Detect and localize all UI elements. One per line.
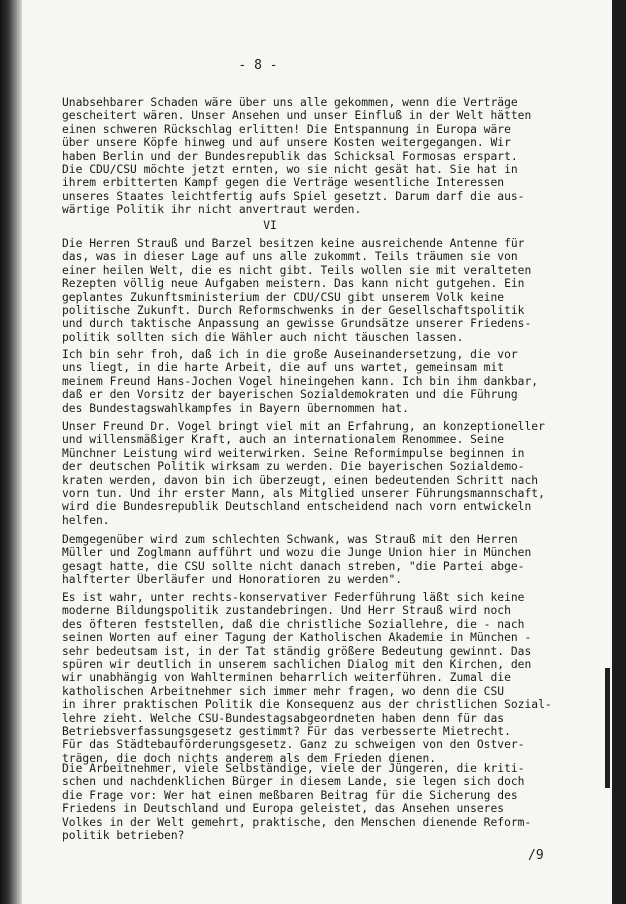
scan-border <box>612 0 626 904</box>
text-line: einer heilen Welt, die es nicht gibt. Teils wollen sie mit veralteten <box>62 263 532 277</box>
text-line: über unsere Köpfe hinweg und auf unsere Kosten weitergegangen. Wir <box>62 136 511 150</box>
text-line: helfen. <box>62 513 110 527</box>
text-line: Unser Freund Dr. Vogel bringt viel mit an Erfahrung, an konzeptioneller <box>62 420 545 433</box>
text-line: in ihrer praktischen Politik die Konsequenz aus der christlichen Sozial- <box>62 698 552 712</box>
text-line: moderne Bildungspolitik zustandebringen. Und Herr Strauß wird noch <box>62 604 511 618</box>
text-line: spüren wir deutlich in unserem sachlichen Dialog mit den Kirchen, den <box>62 658 532 672</box>
text-line: gescheitert wären. Unser Ansehen und unser Einfluß in der Welt hätten <box>62 109 532 123</box>
paragraph-6 <box>62 591 576 765</box>
text-line: trägen, die doch nichts anderem als dem Frieden dienen. <box>62 751 437 765</box>
page-number: - 8 - <box>238 58 278 73</box>
text-line: Es ist wahr, unter rechts-konservativer Federführung läßt sich keine <box>62 591 525 604</box>
text-line: einen schweren Rückschlag erlitten! Die Entspannung in Europa wäre <box>62 122 511 136</box>
text-line: Betriebsverfassungsgesetz gestimmt? Für das verbesserte Mietrecht. <box>62 725 511 739</box>
text-line: geplantes Zukunftsministerium der CDU/CSU gibt unserem Volk keine <box>62 290 505 304</box>
text-line: unseres Staates leichtfertig aufs Spiel gesetzt. Darum darf die aus- <box>62 189 525 203</box>
paragraph-2 <box>62 237 576 344</box>
paragraph-3 <box>62 348 576 415</box>
text-line: kraten werden, davon bin ich überzeugt, einen bedeutenden Schritt nach <box>62 473 539 487</box>
text-line: vorn tun. Und ihr erster Mann, als Mitglied unserer Führungsmannschaft, <box>62 487 545 501</box>
margin-mark <box>605 668 610 788</box>
text-line: katholischen Arbeitnehmer sich immer mehr fragen, wo denn die CSU <box>62 684 505 698</box>
text-line: politik betrieben? <box>62 829 185 843</box>
paragraph-4 <box>62 420 576 527</box>
text-line: wird die Bundesrepublik Deutschland entscheidend nach vorn entwickeln <box>62 500 532 514</box>
text-line: des öfteren feststellen, daß die christliche Soziallehre, die - nach <box>62 617 525 631</box>
text-line: des Bundestagswahlkampfes in Bayern übernommen hat. <box>62 401 409 415</box>
text-line: Für das Städtebauförderungsgesetz. Ganz zu schweigen von den Ostver- <box>62 738 525 752</box>
text-line: lehre zieht. Welche CSU-Bundestagsabgeordneten haben denn für das <box>62 711 505 725</box>
text-line: Die Arbeitnehmer, viele Selbständige, viele der Jüngeren, die kriti- <box>62 762 525 775</box>
text-line: Die CDU/CSU möchte jetzt ernten, wo sie nicht gesät hat. Sie hat in <box>62 163 518 177</box>
text-line: uns liegt, in die harte Arbeit, die auf uns wartet, gemeinsam mit <box>62 361 505 375</box>
text-line: die Frage vor: Wer hat einen meßbaren Beitrag für die Sicherung des <box>62 788 518 802</box>
section-heading: VI <box>263 219 277 232</box>
text-line: wärtige Politik ihr nicht anvertraut werden. <box>62 203 362 217</box>
text-line: Friedens in Deutschland und Europa geleistet, das Ansehen unseres <box>62 802 505 816</box>
text-line: der deutschen Politik wirksam zu werden. Die bayerischen Sozialdemo- <box>62 460 525 474</box>
paragraph-7 <box>62 762 576 842</box>
text-line: politik sollten sich die Wähler auch nicht täuschen lassen. <box>62 330 464 344</box>
text-line: das, was in dieser Lage auf uns alle zukommt. Teils träumen sie von <box>62 250 518 264</box>
binding-edge-shadow <box>0 0 22 904</box>
text-line: halfterter Überläufer und Honoratioren zu werden". <box>62 573 403 587</box>
text-line: wir unabhängig von Wahlterminen beharrlich weiterführen. Zumal die <box>62 671 511 685</box>
paragraph-1 <box>62 96 576 217</box>
text-line: gesagt hatte, die CSU sollte nicht danach streben, "die Partei abge- <box>62 559 525 573</box>
text-line: seinen Worten auf einer Tagung der Katholischen Akademie in München - <box>62 631 532 645</box>
text-line: meinem Freund Hans-Jochen Vogel hineingehen kann. Ich bin ihm dankbar, <box>62 374 539 388</box>
text-line: Müller und Zoglmann aufführt und wozu die Junge Union hier in München <box>62 546 532 560</box>
text-line: und durch taktische Anpassung an gewisse Grundsätze unserer Friedens- <box>62 317 532 331</box>
text-line: sehr bedeutsam ist, in der Tat ständig größere Bedeutung gewinnt. Das <box>62 644 532 658</box>
text-line: Demgegenüber wird zum schlechten Schwank, was Strauß mit den Herren <box>62 533 518 546</box>
text-line: Ich bin sehr froh, daß ich in die große Auseinandersetzung, die vor <box>62 348 518 361</box>
text-line: Rezepten völlig neue Aufgaben meistern. Das kann nicht gutgehen. Ein <box>62 277 525 291</box>
text-line: daß er den Vorsitz der bayerischen Sozialdemokraten und die Führung <box>62 388 518 402</box>
text-line: und willensmäßiger Kraft, auch an internationalem Renommee. Seine <box>62 433 505 447</box>
text-line: Volkes in der Welt gemehrt, praktische, den Menschen dienende Reform- <box>62 815 532 829</box>
text-line: politische Zukunft. Durch Reformschwenks in der Gesellschaftspolitik <box>62 304 525 318</box>
text-line: schen und nachdenklichen Bürger in diesem Lande, sie legen sich doch <box>62 775 525 789</box>
text-line: Die Herren Strauß und Barzel besitzen keine ausreichende Antenne für <box>62 237 525 250</box>
text-line: Münchner Leistung wird weiterwirken. Seine Reformimpulse beginnen in <box>62 446 525 460</box>
text-line: Unabsehbarer Schaden wäre über uns alle gekommen, wenn die Verträge <box>62 96 518 109</box>
text-line: haben Berlin und der Bundesrepublik das Schicksal Formosas erspart. <box>62 149 518 163</box>
text-line: ihrem erbitterten Kampf gegen die Verträge wesentliche Interessen <box>62 176 505 190</box>
continuation-mark: /9 <box>528 848 544 863</box>
paragraph-5 <box>62 533 576 587</box>
